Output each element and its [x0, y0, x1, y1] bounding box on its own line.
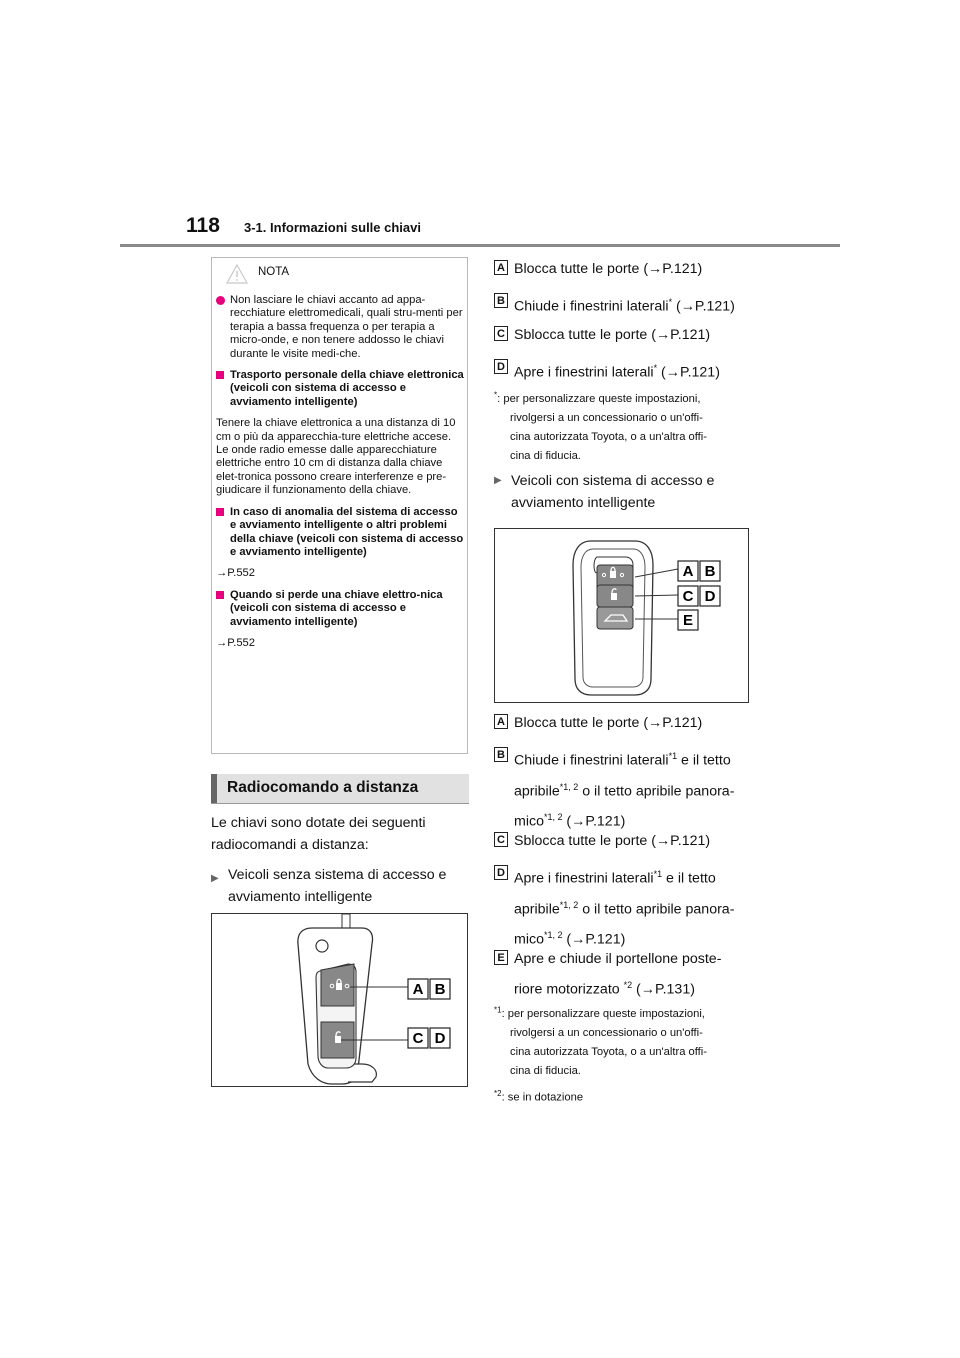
list-item: C Sblocca tutte le porte (→P.121): [494, 324, 710, 346]
nota-box: [211, 257, 468, 754]
nota-reference: →P.552: [216, 636, 255, 649]
nota-reference: →P.552: [216, 567, 255, 580]
section-heading: Radiocomando a distanza: [211, 774, 469, 804]
list-item: E Apre e chiude il portellone poste- riore motorizzato $^{*2}$ (→P.131): [494, 948, 721, 1003]
bullet-square-icon: [216, 371, 224, 379]
triangle-bullet-icon: ▶: [494, 475, 502, 486]
svg-text:B: B: [704, 563, 716, 580]
svg-text:A: A: [412, 981, 424, 998]
list-item: B Chiude i finestrini laterali$^{*1}$ e il tetto apribile$^{*1, 2}$ o il tetto apribile panora- mico$^{*1, 2}$ (→P.121): [494, 745, 734, 835]
list-item: A Blocca tutte le porte (→P.121): [494, 712, 702, 734]
svg-text:A: A: [682, 563, 694, 580]
svg-text:C: C: [682, 588, 694, 605]
nota-item: Non lasciare le chiavi accanto ad appa-recchiature elettromedicali, quali stru-menti per terapia a bassa frequenza o per terapia a micro-onde, e non tenere addosso le chiavi durante le visite medi-che.: [216, 294, 464, 361]
list-item: D Apre i finestrini laterali* (→P.121): [494, 357, 720, 384]
nota-body: [216, 294, 464, 658]
list-item: A Blocca tutte le porte (→P.121): [494, 258, 702, 280]
nota-title: NOTA: [258, 266, 290, 278]
intro-text: Le chiavi sono dotate dei seguenti radiocomandi a distanza: ▶ Veicoli senza sistema di accesso e avviamento intelligente: [211, 812, 469, 908]
bullet-dot-icon: [216, 296, 225, 305]
list-item: B Chiude i finestrini laterali* (→P.121): [494, 291, 735, 318]
flip-key-illustration: [212, 914, 469, 1088]
nota-heading: In caso di anomalia del sistema di accesso e avviamento intelligente o altri problemi della chiave (veicoli con sistema di accesso e avviamento intelligente): [216, 506, 464, 560]
smart-key-illustration: [495, 529, 750, 704]
bullet-square-icon: [216, 508, 224, 516]
list-item: ▶ Veicoli con sistema di accesso e avviamento intelligente: [494, 470, 751, 514]
nota-heading: Quando si perde una chiave elettro-nica (veicoli con sistema di accesso e avviamento intelligente): [216, 589, 464, 629]
key-figure-smart: [494, 528, 749, 703]
key-figure-standard: [211, 913, 468, 1087]
list-item: D Apre i finestrini laterali$^{*1}$ e il tetto apribile$^{*1, 2}$ o il tetto apribile panora- mico$^{*1, 2}$ (→P.121): [494, 863, 734, 953]
svg-text:E: E: [682, 612, 694, 629]
warning-icon: [226, 264, 248, 284]
footnote: $^{*1}$: per personalizzare queste impostazioni, rivolgersi a un concessionario o un'offi- cina autorizzata Toyota, o a un'altra offi- cina di fiducia. $^{*2}$: se in dotazione: [494, 1005, 707, 1104]
nota-heading: Trasporto personale della chiave elettronica (veicoli con sistema di accesso e avviamento intelligente): [216, 369, 464, 409]
svg-text:B: B: [434, 981, 446, 998]
page-number: 118: [186, 214, 220, 237]
svg-text:C: C: [412, 1030, 424, 1047]
section-title: 3-1. Informazioni sulle chiavi: [244, 220, 421, 235]
footnote: *: per personalizzare queste impostazioni, rivolgersi a un concessionario o un'offi- cina autorizzata Toyota, o a un'altra offi- cina di fiducia.: [494, 390, 707, 462]
bullet-square-icon: [216, 591, 224, 599]
svg-text:D: D: [704, 588, 716, 605]
list-item: C Sblocca tutte le porte (→P.121): [494, 830, 710, 852]
svg-text:D: D: [434, 1030, 446, 1047]
nota-text: Tenere la chiave elettronica a una distanza di 10 cm o più da apparecchia-ture elettriche accese. Le onde radio emesse dalle apparecchiature elettriche entro 10 cm di distanza dalla chiave elet-tronica possono creare interferenze e pre-giudicare il funzionamento della chiave.: [216, 417, 456, 497]
list-item: ▶ Veicoli senza sistema di accesso e avviamento intelligente: [211, 864, 469, 908]
header-rule: [120, 244, 840, 247]
nota-header: [212, 258, 467, 288]
right-column-lower: [494, 712, 764, 1112]
triangle-bullet-icon: ▶: [211, 873, 219, 884]
